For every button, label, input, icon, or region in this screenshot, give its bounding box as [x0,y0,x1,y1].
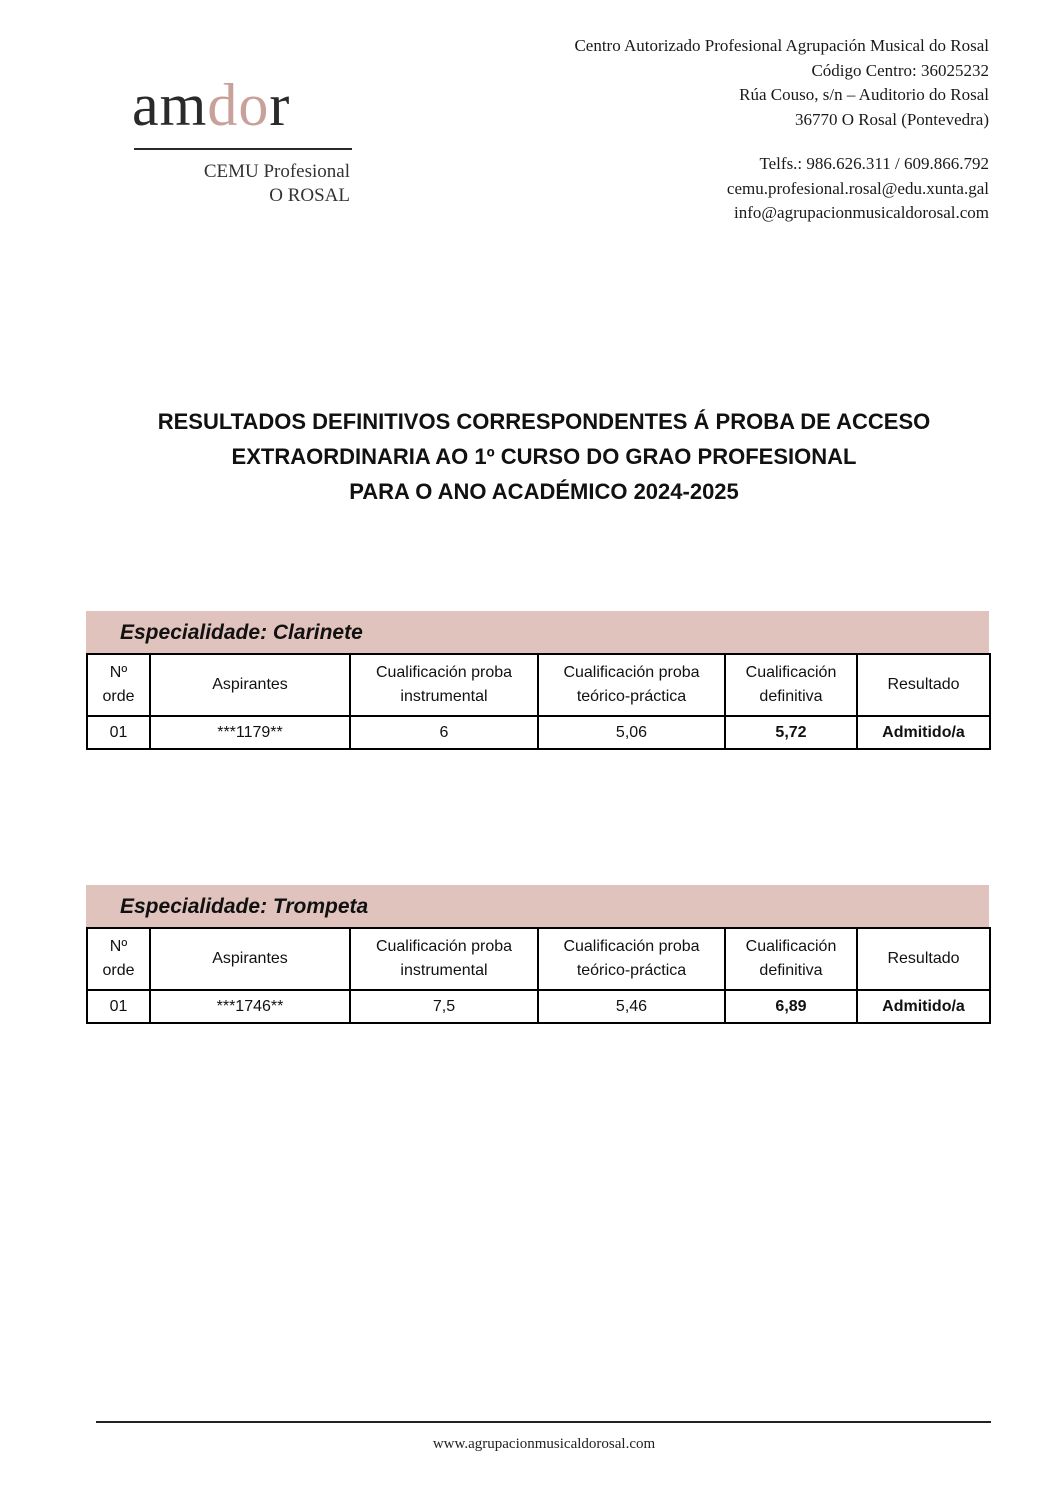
header-center-name: Centro Autorizado Profesional Agrupación Musical do Rosal [574,36,989,55]
document-title [60,404,1028,509]
results-table [86,653,991,750]
header-address: Rúa Couso, s/n – Auditorio do Rosal [739,85,989,104]
cell-orde: 01 [87,990,150,1023]
col-header-orde [87,928,150,990]
header-email-1[interactable]: cemu.profesional.rosal@edu.xunta.gal [726,178,989,198]
col-header-definitiva [725,928,857,990]
cell-definitiva: 5,72 [725,716,857,749]
col-header-orde-l1: Nº [109,664,128,681]
logo-subtitle-line2: O ROSAL [269,185,350,206]
col-header-teorica-l2: teórico-práctica [576,688,687,705]
col-header-teorica-l2: teórico-práctica [576,962,687,979]
col-header-instrumental [350,654,538,716]
logo-wordmark [132,70,364,142]
header-phones: Telfs.: 986.626.311 / 609.866.792 [759,154,989,173]
col-header-instrumental-l2: instrumental [400,962,488,979]
cell-instrumental: 7,5 [350,990,538,1023]
col-header-orde [87,654,150,716]
col-header-instrumental-l2: instrumental [400,688,488,705]
section-heading: Especialidade: Clarinete [120,621,363,644]
col-header-teorica-l1: Cualificación proba [563,938,700,955]
col-header-definitiva-l2: definitiva [759,688,823,705]
col-header-resultado: Resultado [857,654,990,716]
section-trompeta [86,885,989,1024]
cell-instrumental: 6 [350,716,538,749]
logo-word-accent: do [207,72,270,138]
title-line-1: RESULTADOS DEFINITIVOS CORRESPONDENTES Á PROBA DE ACCESO [157,409,931,434]
footer-url[interactable]: www.agrupacionmusicaldorosal.com [432,1436,656,1452]
header-postal: 36770 O Rosal (Pontevedra) [794,109,989,129]
col-header-definitiva-l1: Cualificación [745,664,837,681]
header-center-code: Código Centro: 36025232 [811,60,989,80]
results-table [86,927,991,1024]
logo-word-left: am [132,72,208,138]
cell-orde: 01 [87,716,150,749]
section-header [86,611,989,653]
cell-teorica: 5,46 [538,990,725,1023]
table-header-row [87,654,990,716]
footer-divider [96,1421,991,1423]
col-header-teorica [538,928,725,990]
header-gap [574,132,989,152]
logo [132,70,364,206]
col-header-orde-l2: orde [102,688,135,705]
col-header-teorica-l1: Cualificación proba [563,664,700,681]
col-header-resultado: Resultado [857,928,990,990]
col-header-instrumental [350,928,538,990]
logo-subtitle [172,160,350,208]
logo-word-right: r [269,72,291,138]
header-contact [574,34,989,226]
section-heading: Especialidade: Trompeta [120,895,369,918]
cell-definitiva: 6,89 [725,990,857,1023]
table-header-row [87,928,990,990]
col-header-instrumental-l1: Cualificación proba [375,938,513,955]
col-header-aspirantes: Aspirantes [150,928,350,990]
cell-resultado: Admitido/a [857,990,990,1023]
col-header-definitiva [725,654,857,716]
table-row [87,716,990,749]
header-email-2[interactable]: info@agrupacionmusicaldorosal.com [734,203,989,222]
col-header-definitiva-l1: Cualificación [745,938,837,955]
cell-aspirante: ***1746** [150,990,350,1023]
title-line-2: EXTRAORDINARIA AO 1º CURSO DO GRAO PROFESIONAL [231,444,857,469]
col-header-definitiva-l2: definitiva [759,962,823,979]
cell-resultado: Admitido/a [857,716,990,749]
title-line-3: PARA O ANO ACADÉMICO 2024-2025 [349,479,739,504]
col-header-orde-l2: orde [102,962,135,979]
logo-subtitle-line1: CEMU Profesional [203,161,350,182]
col-header-orde-l1: Nº [109,938,128,955]
cell-teorica: 5,06 [538,716,725,749]
logo-divider [134,148,352,150]
section-header [86,885,989,927]
section-clarinete [86,611,989,750]
table-row [87,990,990,1023]
col-header-instrumental-l1: Cualificación proba [375,664,513,681]
col-header-aspirantes: Aspirantes [150,654,350,716]
col-header-teorica [538,654,725,716]
cell-aspirante: ***1179** [150,716,350,749]
